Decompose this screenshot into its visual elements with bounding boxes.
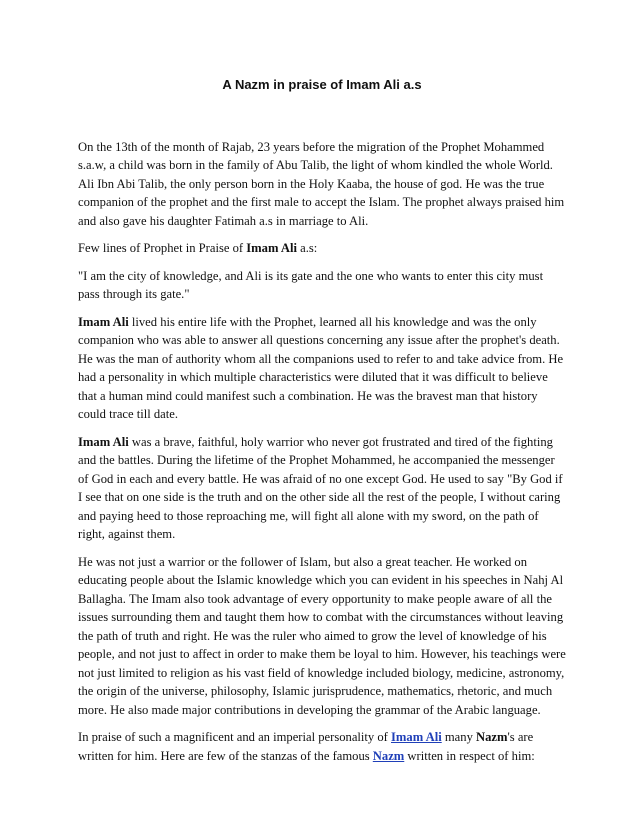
text-span: 's are written for him. Here are few of the stanzas of the famous <box>78 730 534 763</box>
paragraph-praise-intro <box>78 239 566 258</box>
paragraph-quote: "I am the city of knowledge, and Ali is its gate and the one who wants to enter this city must pass through its gate." <box>78 268 544 301</box>
bold-name: Imam Ali <box>246 241 297 255</box>
bold-nazm: Nazm <box>476 730 508 744</box>
paragraph-life <box>78 313 566 424</box>
bold-name: Imam Ali <box>78 314 129 329</box>
text-span: a.s: <box>296 241 318 255</box>
paragraph-teacher: He was not just a warrior or the follower of Islam, but also a great teacher. He worked on educating people about the Islamic knowledge which you can evident in his speeches in Nahj Al Ballagha. The Imam also took advantage of every opportunity to make people aware of all the issues surrounding them and taught them how to combat with the circumstances without leaving the path of truth and right. He was the ruler who aimed to grow the level of knowledge of his people, and not just to affect in order to make them be loyal to him. However, his teachings were not just limited to religion as his vast field of knowledge included biology, medicine, astronomy, the origin of the universe, philosophy, Islamic jurisprudence, mathematics, rhetoric, and much more. He also made major contributions in developing the grammar of the Arabic language. <box>78 554 566 717</box>
nazm-link[interactable]: Nazm <box>372 748 405 763</box>
paragraph-intro: On the 13th of the month of Rajab, 23 years before the migration of the Prophet Mohammed s.a.w, a child was born in the family of Abu Talib, the light of whom kindled the whole World. Ali Ibn Abi Talib, the only person born in the Holy Kaaba, the house of god. He was the true companion of the prophet and the first male to accept the Islam. The prophet always praised him and also gave his daughter Fatimah a.s in marriage to Ali. <box>78 139 565 228</box>
paragraph-warrior <box>78 433 566 544</box>
text-span: written in respect of him: <box>404 748 535 763</box>
text-span: In praise of such a magnificent and an imperial personality of <box>78 730 391 744</box>
text-span: was a brave, faithful, holy warrior who never got frustrated and tired of the fighting and the battles. During the lifetime of the Prophet Mohammed, he accompanied the messenger of God in each and every battle. He was afraid of no one except God. He used to say "By God if I see that on one side is the truth and on the other side all the rest of the people, I without caring and paying heed to those reproaching me, will fight all alone with my sword, on the path of right, against them. <box>78 434 563 541</box>
document-title: A Nazm in praise of Imam Ali a.s <box>222 77 422 92</box>
text-span: lived his entire life with the Prophet, learned all his knowledge and was the only companion who was able to answer all questions concerning any issue after the prophet's death. He was the man of authority whom all the companions used to refer to and take advice from. He had a personality in which multiple characteristics were diluted that it was difficult to believe that a human mind could manifest such a combination. He was the bravest man that history could trace till date. <box>78 314 564 421</box>
text-span: many <box>441 730 477 744</box>
bold-name: Imam Ali <box>78 434 129 449</box>
paragraph-nazm-intro <box>78 728 566 765</box>
text-span: Few lines of Prophet in Praise of <box>78 241 247 255</box>
imam-ali-link[interactable]: Imam Ali <box>391 730 442 744</box>
